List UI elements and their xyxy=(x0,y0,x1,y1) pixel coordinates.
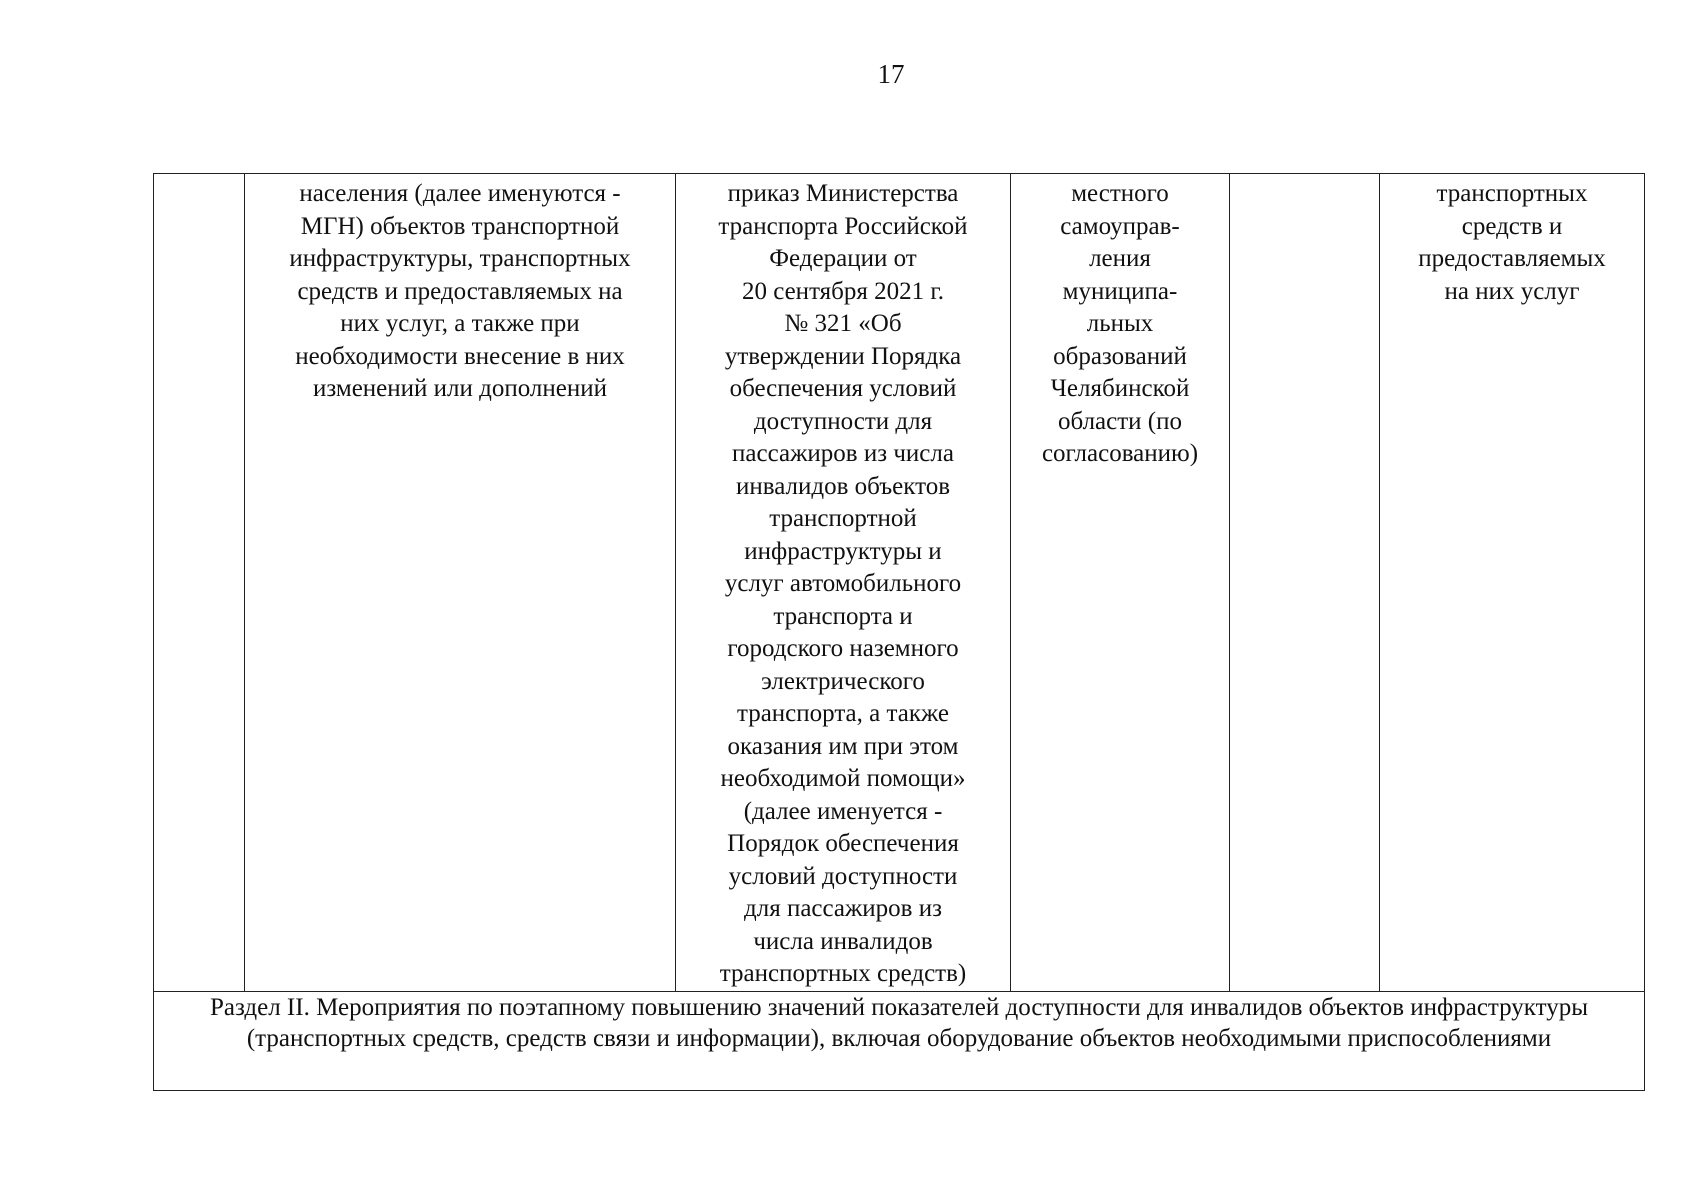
table-cell-legal-basis: приказ Министерства транспорта Российской Федерации от 20 сентября 2021 г. № 321 «Об утверждении Порядка обеспечения условий доступности для пассажиров из числа инвалидов объектов транспортной инфраструктуры и услуг автомобильного транспорта и городского наземного электрического транспорта, а также оказания им при этом необходимой помощи» (далее именуется - Порядок обеспечения условий доступности для пассажиров из числа инвалидов транспортных средств) xyxy=(676,174,1011,992)
section-title: Раздел II. Мероприятия по поэтапному повышению значений показателей доступности для инвалидов объектов инфраструктуры (транспортных средств, средств связи и информации), включая оборудование объектов необходимыми приспособлениями xyxy=(154,991,1645,1090)
table-cell-result: транспортных средств и предоставляемых на них услуг xyxy=(1380,174,1645,992)
table-cell-deadline xyxy=(1230,174,1380,992)
section-row xyxy=(154,991,1645,1090)
table-row xyxy=(154,174,1645,992)
measures-table xyxy=(153,173,1645,1091)
table-cell-activity: населения (далее именуются - МГН) объектов транспортной инфраструктуры, транспортных средств и предоставляемых на них услуг, а также при необходимости внесение в них изменений или дополнений xyxy=(245,174,676,992)
table-cell-responsible: местного самоуправ- ления муниципа- льных образований Челябинской области (по согласованию) xyxy=(1011,174,1230,992)
page-number: 17 xyxy=(877,59,905,89)
table-cell-number xyxy=(154,174,245,992)
